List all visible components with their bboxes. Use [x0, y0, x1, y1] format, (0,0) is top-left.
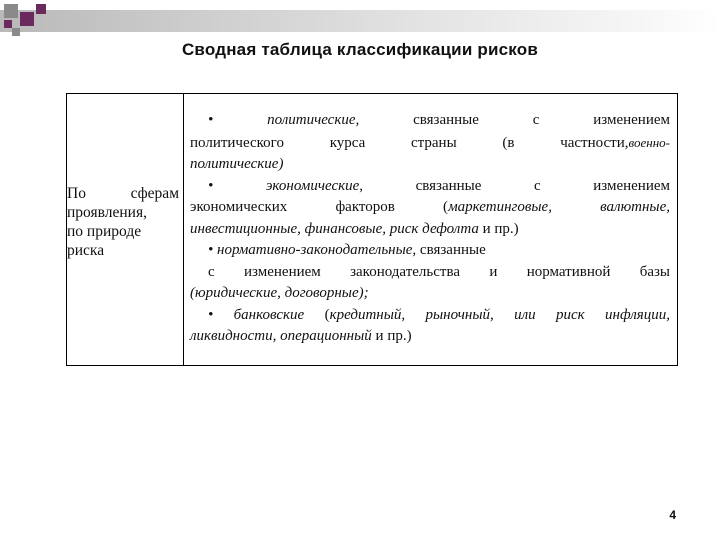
right-line-10	[190, 305, 670, 327]
right-line-4	[190, 176, 670, 198]
right-text-italic: военно-	[628, 134, 670, 150]
right-line-2	[190, 132, 670, 155]
corner-square-purple	[20, 12, 34, 26]
risk-classification-table	[66, 93, 678, 366]
right-text: и пр.)	[371, 328, 412, 344]
right-text: и пр.)	[478, 220, 519, 237]
political-label: • политические,	[208, 112, 360, 128]
right-line-5	[190, 197, 670, 219]
left-line-1: По сферам	[67, 185, 179, 202]
corner-square-gray	[4, 4, 18, 18]
right-text: экономических факторов (	[190, 199, 449, 215]
right-line-8: с изменением законодательства и нормативной базы	[208, 263, 670, 280]
right-text: связанные с изменением	[359, 112, 670, 128]
right-text: политического курса страны (в частности,	[190, 134, 629, 151]
right-text: (	[304, 306, 330, 323]
corner-square-gray-2	[12, 28, 20, 36]
right-line-7	[190, 240, 670, 262]
right-text-italic: инвестиционные, финансовые, риск дефолта	[190, 220, 479, 237]
table-divider	[183, 94, 184, 365]
banking-label: • банковские	[208, 306, 305, 323]
right-text: связанные	[416, 242, 486, 258]
corner-square-purple-3	[4, 20, 12, 28]
left-line-4: риска	[67, 242, 105, 259]
header-gradient-bar	[0, 10, 720, 32]
left-line-2: проявления,	[67, 204, 147, 221]
slide-title: Сводная таблица классификации рисков	[181, 40, 539, 59]
page-number: 4	[669, 508, 676, 522]
left-line-3: по природе	[67, 223, 142, 240]
economic-label: • экономические,	[208, 177, 364, 194]
right-line-11	[190, 326, 670, 348]
right-text-italic: маркетинговые, валютные,	[448, 199, 670, 215]
right-text: связанные с изменением	[363, 177, 670, 194]
right-text-italic: кредитный, рыночный, или риск инфляции,	[329, 306, 671, 323]
right-text-italic: ликвидности, операционный	[190, 328, 372, 344]
right-line-1	[190, 110, 670, 132]
right-line-3: политические)	[190, 156, 284, 172]
right-line-6	[190, 219, 670, 241]
right-cell	[190, 110, 670, 348]
corner-square-purple-2	[36, 4, 46, 14]
normative-label: • нормативно-законодательные,	[208, 242, 417, 258]
left-cell	[67, 184, 183, 260]
right-line-9: (юридические, договорные);	[190, 285, 369, 301]
